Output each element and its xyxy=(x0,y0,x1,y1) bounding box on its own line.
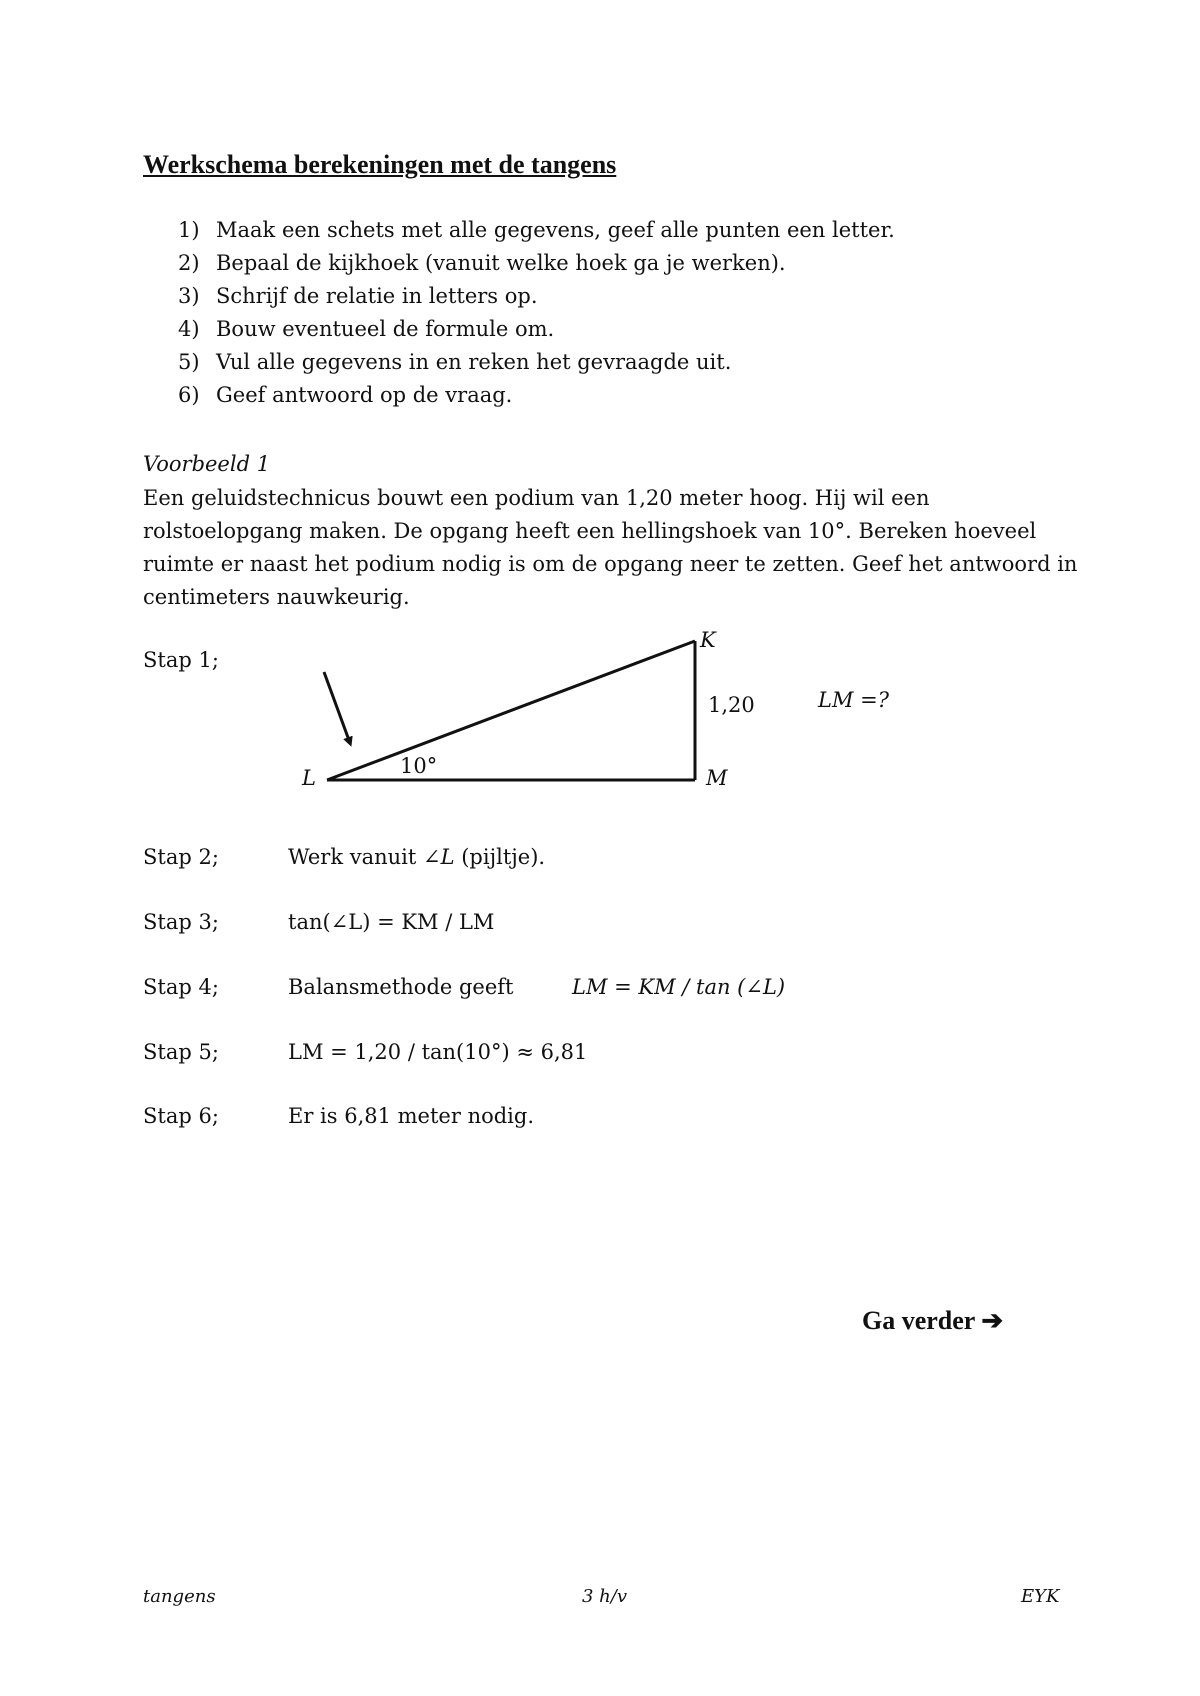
step-number: 5) xyxy=(178,350,200,374)
continue-link[interactable]: Ga verder ➔ xyxy=(862,1306,1004,1335)
step-number: 2) xyxy=(178,251,200,275)
point-l-label: L xyxy=(302,766,316,790)
step-4-text: Balansmethode geeft xyxy=(288,975,514,999)
step-number: 1) xyxy=(178,218,200,242)
point-k-label: K xyxy=(700,628,716,652)
triangle-diagram xyxy=(0,0,1200,820)
step-2-pre: Werk vanuit xyxy=(288,845,424,869)
footer-right: EYK xyxy=(1021,1586,1060,1607)
triangle-hypotenuse xyxy=(327,641,695,780)
step-2-post: (pijltje). xyxy=(454,845,546,869)
step-text: Bouw eventueel de formule om. xyxy=(216,317,555,341)
page-title: Werkschema berekeningen met de tangens xyxy=(143,150,617,179)
step-1-label: Stap 1; xyxy=(143,648,219,672)
step-number: 3) xyxy=(178,284,200,308)
step-number: 4) xyxy=(178,317,200,341)
step-6-label: Stap 6; xyxy=(143,1104,219,1128)
step-5-formula: LM = 1,20 / tan(10°) ≈ 6,81 xyxy=(288,1040,588,1064)
step-5-label: Stap 5; xyxy=(143,1040,219,1064)
angle-arrow xyxy=(324,672,350,743)
footer-left: tangens xyxy=(143,1586,216,1607)
step-number: 6) xyxy=(178,383,200,407)
step-text: Geef antwoord op de vraag. xyxy=(216,383,513,407)
step-4-formula: LM = KM / tan (∠L) xyxy=(572,975,786,999)
step-3-label: Stap 3; xyxy=(143,910,219,934)
step-4-label: Stap 4; xyxy=(143,975,219,999)
step-text: Schrijf de relatie in letters op. xyxy=(216,284,538,308)
step-text: Vul alle gegevens in en reken het gevraagde uit. xyxy=(216,350,732,374)
height-label: 1,20 xyxy=(708,693,755,717)
question-label: LM =? xyxy=(818,688,889,712)
step-2-text xyxy=(288,845,545,869)
angle-label: 10° xyxy=(400,754,438,778)
point-m-label: M xyxy=(706,766,728,790)
step-2-angle: ∠L xyxy=(423,845,455,869)
step-text: Maak een schets met alle gegevens, geef alle punten een letter. xyxy=(216,218,895,242)
example-text: Een geluidstechnicus bouwt een podium van 1,20 meter hoog. Hij wil een rolstoelopgang maken. De opgang heeft een hellingshoek van 10°. Bereken hoeveel ruimte er naast het podium nodig is om de opgang neer te zetten. Geef het antwoord in centimeters nauwkeurig. xyxy=(143,486,1078,609)
example-heading: Voorbeeld 1 xyxy=(143,452,271,476)
footer-center: 3 h/v xyxy=(582,1586,627,1607)
step-6-text: Er is 6,81 meter nodig. xyxy=(288,1104,535,1128)
step-2-label: Stap 2; xyxy=(143,845,219,869)
step-text: Bepaal de kijkhoek (vanuit welke hoek ga je werken). xyxy=(216,251,786,275)
step-3-formula: tan(∠L) = KM / LM xyxy=(288,910,495,934)
